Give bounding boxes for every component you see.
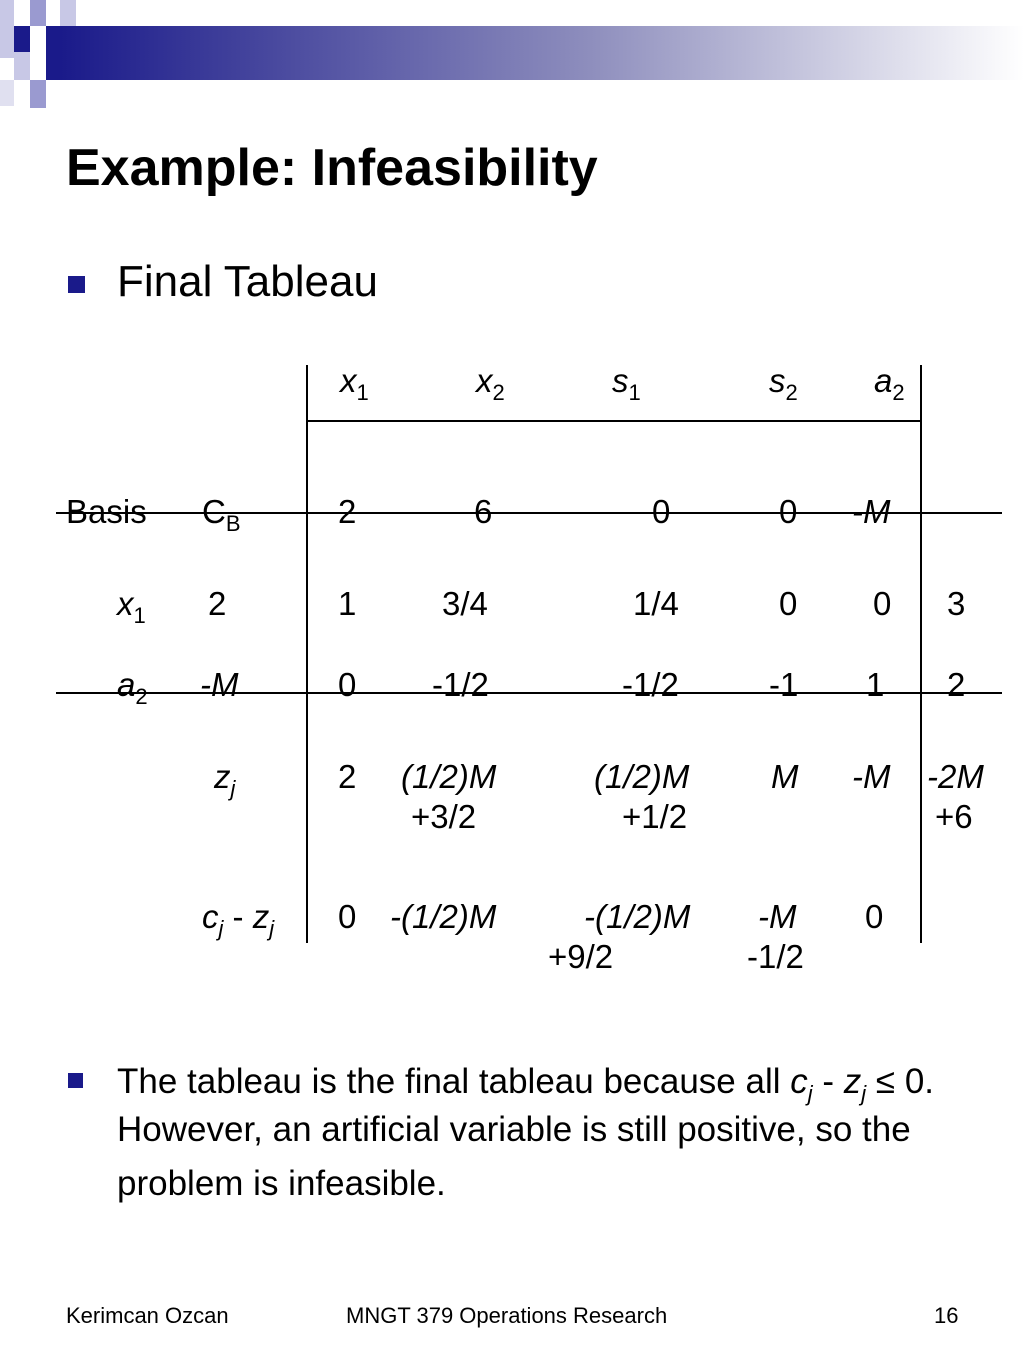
rhs-cell: 2 (947, 666, 966, 703)
table-cell: 0 (873, 585, 892, 622)
header-underline (306, 420, 921, 422)
zj-cell: 2 (338, 758, 357, 795)
cost-cell: 0 (779, 493, 798, 530)
table-cell: 1 (866, 666, 885, 703)
tableau-right-divider (920, 365, 922, 943)
footer-author: Kerimcan Ozcan (66, 1303, 229, 1328)
table-cell: 3/4 (442, 585, 488, 622)
table-cell: 1 (338, 585, 357, 622)
var-header: $x_2$ (476, 362, 505, 405)
cj-zj-cell-line2: -1/2 (747, 938, 804, 975)
conclusion-paragraph: The tableau is the final tableau because all $c_j - z_j \le 0$. However, an artificial variable is still positive, so the problem is infeasible. (117, 1062, 935, 1203)
zj-cell: M (771, 758, 799, 795)
slide-title: Example: Infeasibility (66, 139, 598, 197)
table-cell: 1/4 (633, 585, 679, 622)
cb-value: 2 (208, 585, 227, 622)
cb-label: $C_B$ (202, 493, 241, 536)
zj-rhs-line2: +6 (935, 798, 973, 835)
footer-course: MNGT 379 Operations Research (346, 1303, 668, 1328)
zj-cell-line2: +1/2 (622, 798, 688, 835)
bullet-square-icon (68, 276, 85, 293)
var-header: $s_1$ (612, 362, 641, 405)
basis-label: Basis (66, 493, 147, 530)
cj-zj-cell: -M (758, 898, 797, 935)
zj-cell: (1/2)M (594, 758, 690, 795)
zj-cell-line2: +3/2 (411, 798, 477, 835)
cost-cell: 2 (338, 493, 357, 530)
cj-zj-cell: 0 (865, 898, 884, 935)
cj-zj-cell: -(1/2)M (584, 898, 691, 935)
tableau-left-divider (306, 365, 308, 943)
bullet-square-icon (68, 1073, 83, 1088)
cj-zj-cell: 0 (338, 898, 357, 935)
footer-page-number: 16 (934, 1303, 959, 1328)
var-header: $x_1$ (340, 362, 369, 405)
table-cell: -1/2 (622, 666, 679, 703)
header-banner (0, 0, 1024, 110)
cb-value: -M (200, 666, 239, 703)
zj-label: $z_j$ (214, 758, 236, 801)
cj-zj-cell: -(1/2)M (390, 898, 497, 935)
cost-cell: 6 (474, 493, 493, 530)
table-cell: -1/2 (432, 666, 489, 703)
rhs-cell: 3 (947, 585, 966, 622)
table-cell: 0 (338, 666, 357, 703)
var-header: $s_2$ (769, 362, 798, 405)
constraint-row-line (56, 692, 1002, 694)
zj-rhs: -2M (927, 758, 984, 795)
zj-cell: -M (852, 758, 891, 795)
basis-var: $x_1$ (117, 585, 146, 628)
cj-zj-label: $c_j - z_j$ (202, 898, 275, 941)
cj-zj-cell-line2: +9/2 (548, 938, 614, 975)
table-cell: 0 (779, 585, 798, 622)
cost-cell: -M (852, 493, 891, 530)
zj-cell: (1/2)M (401, 758, 497, 795)
cost-cell: 0 (652, 493, 671, 530)
table-cell: -1 (769, 666, 799, 703)
var-header: $a_2$ (874, 362, 905, 405)
basis-var: $a_2$ (117, 666, 148, 709)
bullet-final-tableau: Final Tableau (117, 257, 378, 306)
